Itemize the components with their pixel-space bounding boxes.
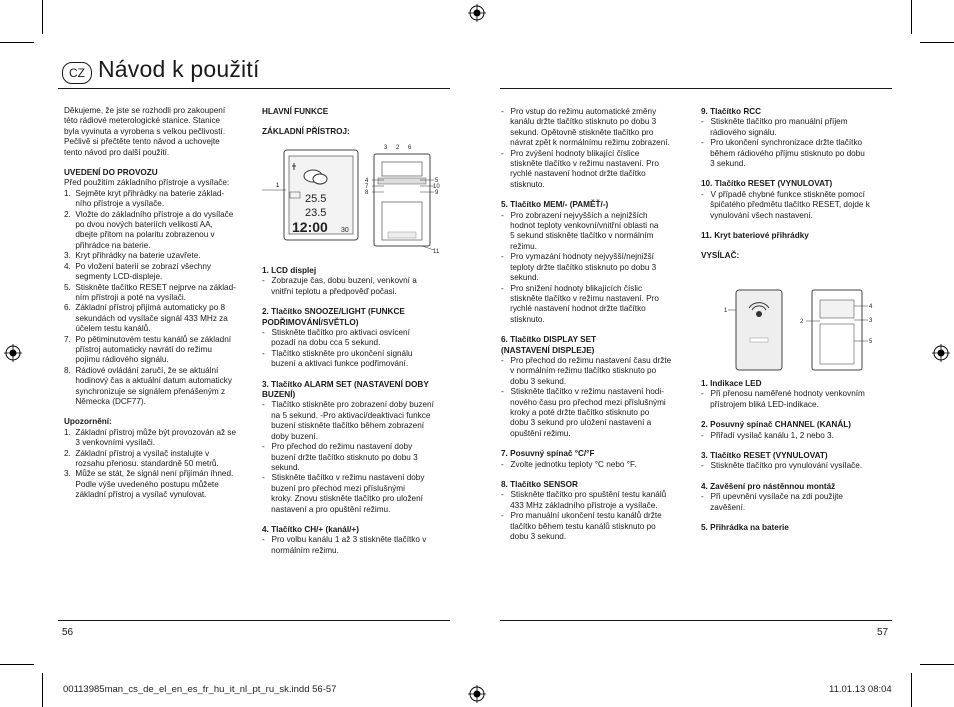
section-heading: UVEDENÍ DO PROVOZU <box>64 168 158 178</box>
section-heading: 11. Kryt bateriové přihrádky <box>701 231 809 241</box>
text-line: tento návod pro další použití. <box>64 147 170 157</box>
text-line: - Stiskněte tlačítko pro aktivaci osvícení <box>262 328 410 338</box>
callout-label: 1 <box>724 308 728 314</box>
text-line: - Zvolte jednotku teploty °C nebo °F. <box>501 459 637 469</box>
text-line: hodnot teploty venkovní/vnitřní oblasti na <box>501 221 659 231</box>
section-heading: 1. LCD displej <box>262 266 317 275</box>
spacer <box>262 117 462 127</box>
lcd-date: 30 <box>341 227 349 234</box>
callout-label: 1 <box>276 183 280 189</box>
section-heading: 2. Tlačítko SNOOZE/LIGHT (FUNKCE <box>262 307 405 317</box>
registration-mark-icon <box>468 4 486 22</box>
base-station-front-figure <box>262 146 374 246</box>
text-line: rozsahu přenosu. standardně 50 metrů. <box>64 459 219 468</box>
text-line: hodinový čas a aktuální datum automaticky <box>64 376 232 386</box>
callout-label: 5 <box>869 339 873 345</box>
callout-label: 9 <box>435 190 439 196</box>
text-line: buzení stiskněte tlačítko během zobrazení <box>262 421 425 431</box>
text-column-4 <box>701 379 901 533</box>
section-heading: 9. Tlačítko RCC <box>701 107 762 116</box>
section-heading: 4. Tlačítko CH/+ (kanál/+) <box>262 524 359 534</box>
text-line: - Pro přechod do režimu nastavení doby <box>262 442 413 452</box>
text-line: buzení držte tlačítko stisknuto po dobu 3 <box>262 452 418 462</box>
callout-label: 6 <box>408 145 412 151</box>
text-line: 5 sekund stiskněte tlačítko v normálním <box>501 231 654 241</box>
language-badge: CZ <box>62 62 92 84</box>
text-line: - Tlačítko stiskněte pro zobrazení doby buzení <box>262 400 434 410</box>
spacer <box>262 297 462 307</box>
text-line: 2. Vložte do základního přístroje a do vysílače <box>64 209 234 219</box>
page-title: Návod k použití <box>98 56 260 82</box>
spacer <box>701 169 901 179</box>
text-line: kanálu držte tlačítko stisknuto po dobu 3 <box>501 117 657 127</box>
text-column-2-header <box>262 107 462 138</box>
text-line: - Pro vymazání hodnoty nejvyšší/nejnižší <box>501 252 654 262</box>
crop-mark <box>920 664 954 665</box>
text-column-2 <box>262 266 462 556</box>
text-line: - Pro ukončení synchronizace držte tlačítko <box>701 138 863 148</box>
crop-mark <box>0 664 34 665</box>
text-line: 433 MHz základního přístroje a vysílače. <box>501 500 658 510</box>
text-line: - Stiskněte tlačítko pro manuální příjem <box>701 117 848 127</box>
text-line: - Pro snížení hodnoty blikajících číslic <box>501 283 643 293</box>
text-line: přístrojem bliká LED-indikace. <box>701 399 819 409</box>
spacer <box>64 158 264 168</box>
text-column-4-header <box>701 107 901 262</box>
text-line: sekundách od vysílače signál 433 MHz za <box>64 313 228 323</box>
text-line: přístroj automaticky navrátí do režimu <box>64 344 212 354</box>
crop-mark <box>42 0 43 34</box>
text-line: dobu 3 sekund. <box>501 532 567 542</box>
spacer <box>701 221 901 231</box>
section-heading: 3. Tlačítko RESET (VYNULOVAT) <box>701 451 828 461</box>
page-number-right: 57 <box>877 627 889 638</box>
text-line: sekund. Opětovně stiskněte tlačítko pro <box>501 127 654 137</box>
text-line: sekund. <box>262 462 300 472</box>
text-line: - Stiskněte tlačítko v režimu nastavení hodi- <box>501 387 664 397</box>
spacer <box>701 441 901 451</box>
text-line: - V případě chybné funkce stiskněte pomocí <box>701 189 865 199</box>
text-line: stiskněte tlačítko v režimu nastavení. Pro <box>501 159 659 169</box>
text-line: vnitřní teplotu a předpověď počasi. <box>262 286 397 296</box>
section-heading: Upozornění: <box>64 417 112 427</box>
text-line: Podle výše uvedeného postupu můžete <box>64 479 219 489</box>
text-line: rychlé nastavení hodnot držte tlačítko <box>501 304 646 314</box>
spacer <box>262 370 462 380</box>
text-line: nového času pro přechod mezi příslušnými <box>501 397 666 407</box>
text-line: 3 venkovními vysílači. <box>64 438 156 448</box>
text-line: - Při upevnění vysílače na zdi použijte <box>701 492 843 502</box>
text-line: - Pro zobrazení nejvyšších a nejnižších <box>501 210 648 220</box>
text-line: návrat zpět k normálnímu režimu zobrazení. <box>501 138 670 148</box>
text-line: - Pro manuální ukončení testu kanálů držte <box>501 511 662 521</box>
text-line: - Přiřadí vysílač kanálu 1, 2 nebo 3. <box>701 430 834 440</box>
callout-label: 8 <box>365 190 369 196</box>
section-heading: 3. Tlačítko ALARM SET (NASTAVENÍ DOBY <box>262 379 429 389</box>
text-line: kroky a poté držte tlačítko stisknuto po <box>501 407 650 417</box>
text-line: základní přístroj a vysílač vynulovat. <box>64 490 207 500</box>
text-line: 3 sekund. <box>701 159 746 169</box>
section-heading: 4. Zavěšení pro nástěnnou montáž <box>701 481 836 491</box>
footer-divider <box>500 620 892 621</box>
spacer <box>64 407 264 417</box>
text-line: po dvou nových bateriích velikosti AA, <box>64 220 213 230</box>
text-line: účelem testu kanálů. <box>64 324 151 334</box>
text-line: - Pro přechod do režimu nastavení času držte <box>501 355 672 365</box>
print-slug-date: 11.01.13 08:04 <box>829 684 892 695</box>
spacer <box>701 410 901 420</box>
text-line: Děkujeme, že jste se rozhodli pro zakoupení <box>64 106 226 115</box>
spacer <box>501 470 701 480</box>
section-heading: PODŘIMOVÁNÍ/SVĚTLO) <box>262 317 359 327</box>
text-line: byla vyvinuta a vyrobena s velkou pečlivostí. <box>64 126 226 136</box>
text-line: 1. Základní přístroj může být provozován až se <box>64 427 237 437</box>
section-heading: 8. Tlačítko SENSOR <box>501 480 578 489</box>
spacer <box>701 513 901 523</box>
page-number-left: 56 <box>62 627 74 638</box>
section-heading: 6. Tlačítko DISPLAY SET <box>501 335 597 345</box>
text-line: tlačítko během testu kanálů stisknuto po <box>501 521 656 531</box>
text-line: režimu. <box>501 241 537 251</box>
section-heading: (NASTAVENÍ DISPLEJE) <box>501 345 595 355</box>
text-line: dobu 3 sekund. <box>501 376 567 386</box>
text-line: stisknuto. <box>501 314 545 324</box>
text-line: - Pro zvýšení hodnoty blikající číslice <box>501 148 640 158</box>
callout-label: 7 <box>365 184 369 190</box>
crop-mark <box>0 42 34 43</box>
text-line: segmenty LCD-displeje. <box>64 272 163 282</box>
text-line: - Stiskněte tlačítko v režimu nastavení doby <box>262 473 425 483</box>
text-line: této rádiové meterologické stanice. Stanice <box>64 116 221 126</box>
text-line: na 5 sekund. -Pro aktivaci/deaktivaci funkce <box>262 410 431 420</box>
print-slug-filename: 00113985man_cs_de_el_en_es_fr_hu_it_nl_pt_ru_sk.indd 56-57 <box>63 684 337 695</box>
text-line: 1. Sejměte kryt přihrádky na baterie základ- <box>64 188 225 198</box>
text-column-3 <box>501 107 701 542</box>
text-line: Pečlivě si přečtěte tento návod a uchovejte <box>64 137 220 147</box>
text-line: - Při přenosu naměřené hodnoty venkovním <box>701 389 865 399</box>
text-line: stiskněte tlačítko v režimu nastavení. Pro <box>501 293 659 303</box>
lcd-time: 12:00 <box>292 219 328 235</box>
callout-label: 2 <box>396 145 400 151</box>
text-line: v normálním režimu tlačítko stisknuto po <box>501 366 657 376</box>
section-heading: 5. Přihrádka na baterie <box>701 523 789 533</box>
text-line: 4. Po vložení baterií se zobrazí všechny <box>64 261 211 271</box>
text-line: - Zobrazuje čas, dobu buzení, venkovní a <box>262 276 417 286</box>
lcd-temperature-2: 23.5 <box>305 207 327 219</box>
text-line: 3. Může se stát, že signál není přijímán íhned. <box>64 469 234 479</box>
callout-label: 10 <box>433 184 440 190</box>
text-line: doby buzení. <box>262 431 318 441</box>
text-line: špičatého předmětu tlačítko RESET, dojde k <box>701 200 870 210</box>
section-heading: 10. Tlačítko RESET (VYNULOVAT) <box>701 179 833 189</box>
text-line: rychlé nastavení hodnot držte tlačítko <box>501 169 646 179</box>
text-line: Německa (DCF77). <box>64 396 146 406</box>
text-line: 6. Základní přístroj přijímá automaticky po 8 <box>64 303 226 313</box>
text-line: vynulování všech nastavení. <box>701 210 813 220</box>
text-line: - Stiskněte tlačítko pro vynulování vysílače. <box>701 461 863 471</box>
text-line: teploty držte tlačítko stisknuto po dobu 3 <box>501 262 657 272</box>
spacer <box>501 190 701 200</box>
text-line: buzení pro přechod mezi příslušnými <box>262 483 405 493</box>
registration-mark-icon <box>4 344 22 362</box>
text-line: rádiového signálu. <box>701 127 777 137</box>
text-line: 8. Rádiové ovládání zaručí, že se aktuální <box>64 365 219 375</box>
text-column-1 <box>64 106 264 501</box>
crop-mark <box>911 673 912 707</box>
spacer <box>501 439 701 449</box>
spacer <box>262 515 462 525</box>
text-line: - Stiskněte tlačítko pro spuštění testu kanálů <box>501 490 667 500</box>
registration-mark-icon <box>932 344 950 362</box>
section-heading: ZÁKLADNÍ PŘÍSTROJ: <box>262 127 350 137</box>
footer-divider <box>58 620 450 621</box>
section-heading: 2. Posuvný spínač CHANNEL (KANÁL) <box>701 420 851 430</box>
text-line: opuštění režimu. <box>501 428 571 438</box>
spacer <box>701 241 901 251</box>
text-line: kroky. Znovu stiskněte tlačítko pro uložení <box>262 494 423 504</box>
callout-label: 4 <box>869 304 873 310</box>
title-divider <box>500 88 892 89</box>
base-station-back-figure <box>362 142 446 262</box>
text-line: dbejte přitom na polaritu zobrazenou v <box>64 230 215 240</box>
sensor-figure <box>722 286 882 378</box>
registration-mark-icon <box>468 685 486 703</box>
text-line: stisknuto. <box>501 179 545 189</box>
text-line: - Pro vstup do režimu automatické změny <box>501 107 657 116</box>
section-heading: 5. Tlačítko MEM/- (PAMĚŤ/-) <box>501 200 609 210</box>
callout-label: 5 <box>435 178 439 184</box>
section-heading: 7. Posuvný spínač °C/°F <box>501 449 595 459</box>
text-line: ním přístroji a poté na vysílači. <box>64 292 186 302</box>
text-line: dobu 3 sekund pro uložení nastavení a <box>501 418 652 428</box>
text-line: pozadí na dobu cca 5 sekund. <box>262 338 381 348</box>
text-line: sekund. <box>501 273 539 283</box>
callout-label: 2 <box>800 319 804 325</box>
crop-mark <box>920 42 954 43</box>
text-line: normálním režimu. <box>262 545 339 555</box>
spacer <box>501 325 701 335</box>
section-heading: HLAVNÍ FUNKCE <box>262 107 329 116</box>
callout-label: 3 <box>869 318 873 324</box>
callout-label: 4 <box>365 178 369 184</box>
title-divider <box>58 88 450 89</box>
section-heading: BUZENÍ) <box>262 390 296 400</box>
text-line: pojímu rádiového signálu. <box>64 355 169 365</box>
text-line: - Pro volbu kanálu 1 až 3 stiskněte tlačítko v <box>262 535 427 545</box>
text-line: 3. Kryt přihrádky na baterie uzavřete. <box>64 251 201 261</box>
text-line: - Tlačítko stiskněte pro ukončení signálu <box>262 348 413 358</box>
text-line: přihrádce na baterie. <box>64 240 151 250</box>
text-line: 2. Základní přístroj a vysílač instalujte v <box>64 448 210 458</box>
text-line: Před použitím základního přístroje a vysílače: <box>64 178 230 188</box>
crop-mark <box>42 673 43 707</box>
crop-mark <box>911 0 912 34</box>
text-line: nastavení a pro opuštění režimu. <box>262 504 391 514</box>
text-line: 5. Stiskněte tlačítko RESET nejprve na základ- <box>64 282 236 292</box>
text-line: 7. Po pětiminutovém testu kanálů se základní <box>64 334 232 344</box>
callout-label: 3 <box>384 145 388 151</box>
callout-label: 11 <box>433 249 440 255</box>
spacer <box>701 472 901 482</box>
text-line: zavěšení. <box>701 502 746 512</box>
section-heading: 1. Indikace LED <box>701 379 762 388</box>
text-line: synchronizuje se signálem přenášeným z <box>64 386 226 396</box>
section-heading: VYSÍLAČ: <box>701 251 740 261</box>
text-line: během rádiového příjmu stisknuto po dobu <box>701 148 865 158</box>
lcd-temperature-1: 25.5 <box>305 193 327 205</box>
text-line: buzení a aktivaci funkce podřimování. <box>262 359 409 369</box>
text-line: ního přístroje a vysílače. <box>64 199 165 209</box>
